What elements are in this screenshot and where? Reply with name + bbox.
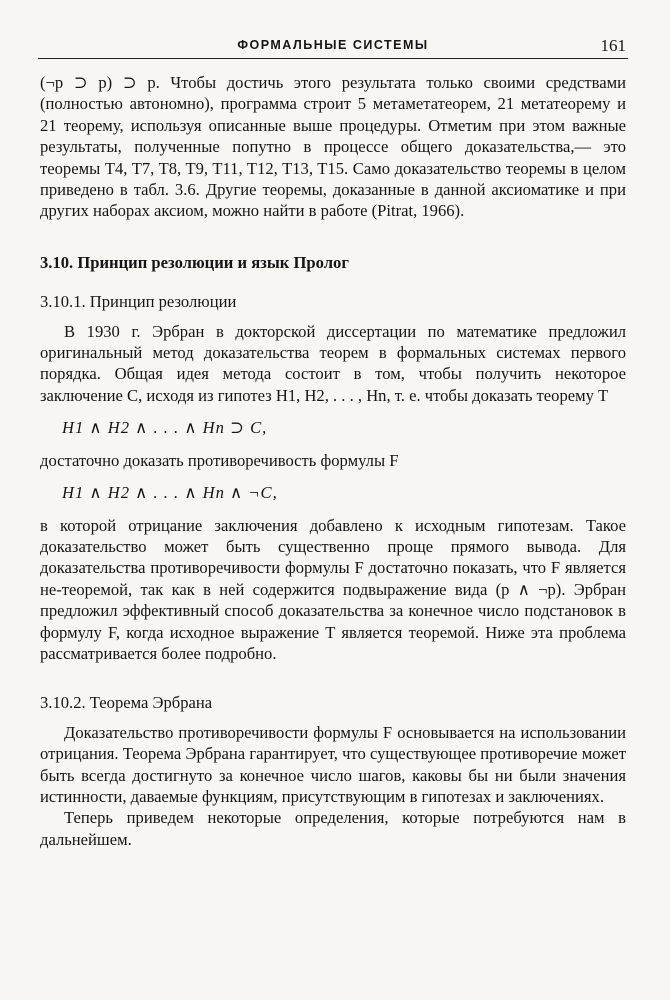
formula-negated-conclusion: H1 ∧ H2 ∧ . . . ∧ Hn ∧ ¬C, [62, 483, 278, 503]
subsection-heading-resolution: 3.10.1. Принцип резолюции [40, 292, 237, 312]
page-number: 161 [600, 36, 626, 55]
paragraph-intro: (¬p ⊃ p) ⊃ p. Чтобы достичь этого результата только своими средствами (полностью автономно), программа строит 5 метаметатеорем, 21 метатеорему и 21 теорему, используя описанные выше процедуры. Отметим при этом важные результаты, полученные попутно в процессе общего доказательства,— это теоремы T4, T7, T8, T9, T11, T12, T13, T15. Само доказательство теоремы в целом приведено в табл. 3.6. Другие теоремы, доказанные в данной аксиоматике и при других наборах аксиом, можно найти в работе (Pitrat, 1966). [40, 73, 626, 221]
paragraph-proof-explanation: в которой отрицание заключения добавлено к исходным гипотезам. Такое доказательство может быть существенно проще прямого вывода. Для доказательства противоречивости формулы F достаточно показать, что F является не-теоремой, так как в ней содержится подвыражение вида (p ∧ ¬p). Эрбран предложил эффективный способ доказательства за конечное число подстановок в формулу F, когда исходное выражение T является теоремой. Ниже эта проблема рассматривается более подробно. [40, 515, 626, 663]
formula-implication: H1 ∧ H2 ∧ . . . ∧ Hn ⊃ C, [62, 418, 268, 438]
header-title: ФОРМАЛЬНЫЕ СИСТЕМЫ [237, 38, 429, 52]
paragraph-contradiction-intro: достаточно доказать противоречивость формулы F [40, 450, 399, 470]
paragraph-herbrand-theorem: Доказательство противоречивости формулы F основывается на использовании отрицания. Теорема Эрбрана гарантирует, что существующее противоречие может быть всегда достигнуто за конечное число шагов, каковы бы ни были значения истинности, даваемые функциям, присутствующим в гипотезах и заключениях. [40, 722, 626, 806]
page-body [40, 72, 626, 850]
paragraph-definitions: Теперь приведем некоторые определения, которые потребуются нам в дальнейшем. [40, 808, 626, 849]
section-heading: 3.10. Принцип резолюции и язык Пролог [40, 252, 349, 272]
paragraph-herbrand-method: В 1930 г. Эрбран в докторской диссертации по математике предложил оригинальный метод доказательства теорем в формальных системах первого порядка. Общая идея метода состоит в том, чтобы получить некоторое заключение C, исходя из гипотез H1, H2, . . . , Hn, т. е. чтобы доказать теорему T [40, 321, 626, 405]
running-header [38, 36, 628, 59]
subsection-heading-herbrand-theorem: 3.10.2. Теорема Эрбрана [40, 693, 213, 713]
